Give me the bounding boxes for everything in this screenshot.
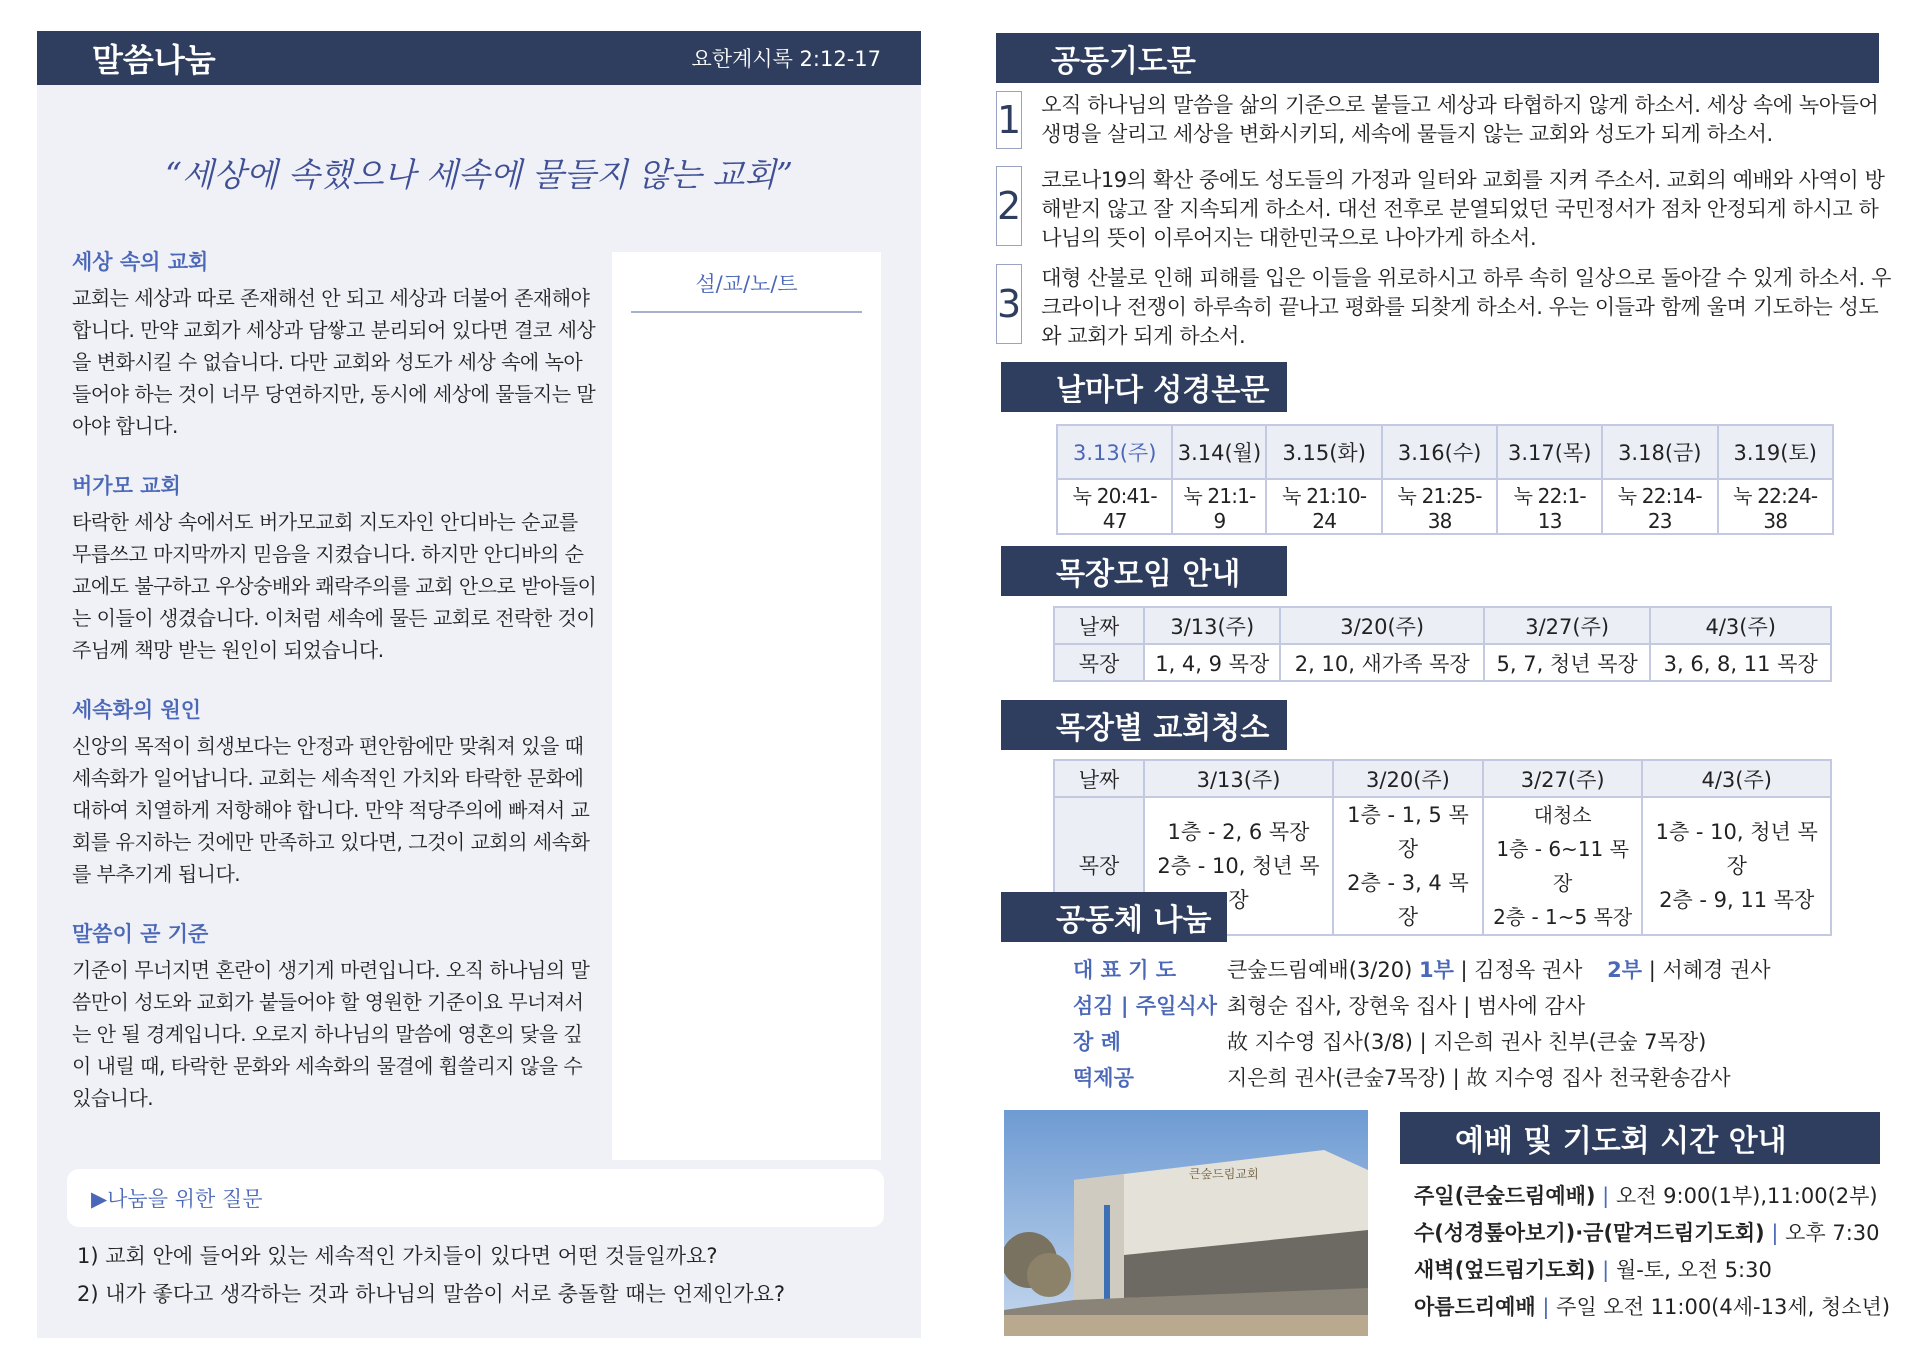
table-cell: 4/3(주): [1650, 607, 1831, 644]
table-cell: 5, 7, 청년 목장: [1484, 644, 1650, 681]
cleaning-line: 2층 - 1~5 목장: [1493, 905, 1633, 929]
cleaning-line: 1층 - 1, 5 목장: [1347, 803, 1469, 861]
section-text: 타락한 세상 속에서도 버가모교회 지도자인 안디바는 순교를 무릅쓰고 마지막까지 믿음을 지켰습니다. 하지만 안디바의 순교에도 불구하고 우상숭배와 쾌락주의를 교회 안으로 받아들이는 이들이 생겼습니다. 이처럼 세속에 물든 교회로 전락한 것이 주님께 책망 받는 원인이 되었습니다.: [72, 510, 597, 662]
prayer-number: 3: [996, 264, 1022, 344]
separator: |: [1602, 1184, 1610, 1208]
separator: |: [1771, 1221, 1779, 1245]
table-cell: 3/20(주): [1280, 607, 1483, 644]
table-row: [1054, 760, 1831, 797]
table-cell: 눅 21:1-9: [1172, 479, 1266, 534]
service-name: 아름드리예배: [1414, 1295, 1536, 1319]
service-times-title: 예배 및 기도회 시간 안내: [1400, 1112, 1880, 1164]
community-key: 대 표 기 도: [1073, 958, 1177, 982]
cleaning-title: 목장별 교회청소: [1001, 700, 1287, 750]
section-text: 기준이 무너지면 혼란이 생기게 마련입니다. 오직 하나님의 말씀만이 성도와 교회가 붙들어야 할 영원한 기준이요 무너져서는 안 될 경계입니다. 오로지 하나님의 말씀에 영혼의 닻을 깊이 내릴 때, 타락한 문화와 세속화의 물결에 휩쓸리지 않을 수 있습니다.: [72, 958, 590, 1110]
service-time: 월-토, 오전 5:30: [1615, 1258, 1772, 1282]
community-row: [1073, 952, 1771, 988]
section-heading: 세속화의 원인: [72, 698, 202, 722]
community-key: 장 례: [1073, 1030, 1121, 1054]
service-time: 오후 7:30: [1785, 1221, 1880, 1245]
table-cell: 눅 21:25-38: [1382, 479, 1497, 534]
cleaning-line: 1층 - 10, 청년 목장: [1655, 820, 1818, 878]
church-building-illustration: [1004, 1110, 1368, 1336]
question-item: 2) 내가 좋다고 생각하는 것과 하나님의 말씀이 서로 충돌할 때는 언제인가요?: [77, 1282, 786, 1306]
cleaning-line: 1층 - 6~11 목장: [1496, 837, 1629, 895]
community-value: 지은희 권사(큰숲7목장) | 故 지수영 집사 천국환송감사: [1227, 1066, 1731, 1090]
community-row: [1073, 1024, 1771, 1060]
table-row: [1057, 479, 1833, 534]
community-key: 섬김 | 주일식사: [1073, 994, 1218, 1018]
cleaning-line: 2층 - 10, 청년 목장: [1157, 854, 1320, 912]
value-part: | 서혜경 권사: [1648, 958, 1771, 982]
table-cell: 3/13(주): [1144, 607, 1280, 644]
table-cell: 눅 22:24-38: [1718, 479, 1834, 534]
table-cell: 3.13(주): [1057, 425, 1172, 479]
service-row: [1414, 1289, 1890, 1326]
sermon-section: [72, 470, 597, 666]
separator: |: [1602, 1258, 1610, 1282]
sermon-title: 말씀나눔: [92, 41, 216, 79]
table-cell: 3/27(주): [1484, 607, 1650, 644]
scripture-reference: 요한계시록 2:12-17: [691, 47, 881, 71]
service-name: 주일(큰숲드림예배): [1414, 1184, 1596, 1208]
sermon-panel: [37, 31, 921, 1338]
service-time: 오전 9:00(1부),11:00(2부): [1615, 1184, 1878, 1208]
table-cell: 3/20(주): [1333, 760, 1483, 797]
service-time: 주일 오전 11:00(4세-13세, 청소년): [1556, 1295, 1891, 1319]
table-cell: [1333, 797, 1483, 935]
table-cell: 눅 20:41-47: [1057, 479, 1172, 534]
value-part: 큰숲드림예배(3/20): [1227, 958, 1413, 982]
cell-meeting-table: [1053, 606, 1832, 682]
community-key: 떡제공: [1073, 1066, 1134, 1090]
table-cell: 3/27(주): [1483, 760, 1643, 797]
service-row: [1414, 1178, 1890, 1215]
table-cell: 목장: [1054, 644, 1144, 681]
section-text: 신앙의 목적이 희생보다는 안정과 편안함에만 맞춰져 있을 때 세속화가 일어납니다. 교회는 세속적인 가치와 타락한 문화에 대하여 치열하게 저항해야 합니다. 만약 적당주의에 빠져서 교회를 유지하는 것에만 만족하고 있다면, 그것이 교회의 세속화를 부추기게 됩니다.: [72, 734, 590, 886]
community-row: [1073, 1060, 1771, 1096]
table-cell: 3.15(화): [1266, 425, 1381, 479]
cell-meeting-title: 목장모임 안내: [1001, 546, 1287, 596]
prayer-item: [996, 264, 1896, 348]
sermon-note-box: [612, 252, 881, 1160]
community-title: 공동체 나눔: [1001, 892, 1227, 942]
section-heading: 세상 속의 교회: [72, 250, 209, 274]
prayer-text: 대형 산불로 인해 피해를 입은 이들을 위로하시고 하루 속히 일상으로 돌아갈 수 있게 하소서. 우크라이나 전쟁이 하루속히 끝나고 평화를 되찾게 하소서. 우는 이들과 함께 울며 기도하는 성도와 교회가 되게 하소서.: [1041, 266, 1891, 348]
community-value: [1227, 952, 1771, 988]
sermon-section: [72, 694, 597, 890]
prayer-number: 2: [996, 166, 1022, 246]
church-sign: 큰숲드림교회: [1189, 1167, 1259, 1181]
prayer-title: 공동기도문: [996, 33, 1879, 83]
question-item: 1) 교회 안에 들어와 있는 세속적인 가치들이 있다면 어떤 것들일까요?: [77, 1244, 718, 1268]
table-row: [1057, 425, 1833, 479]
service-name: 새벽(엎드림기도회): [1414, 1258, 1596, 1282]
community-row: [1073, 988, 1771, 1024]
table-cell: 3, 6, 8, 11 목장: [1650, 644, 1831, 681]
table-cell: 눅 22:1-13: [1497, 479, 1602, 534]
prayer-item: [996, 91, 1896, 149]
separator: |: [1542, 1295, 1550, 1319]
table-cell: [1642, 797, 1831, 935]
info-panel: [996, 0, 1920, 1357]
service-tag: 1부: [1418, 958, 1454, 982]
value-part: | 김정옥 권사: [1460, 958, 1583, 982]
community-value: 故 지수영 집사(3/8) | 지은희 권사 친부(큰숲 7목장): [1227, 1030, 1707, 1054]
discussion-questions-label: ▶나눔을 위한 질문: [67, 1169, 884, 1227]
service-row: [1414, 1252, 1890, 1289]
table-cell: 목장: [1054, 797, 1144, 935]
cleaning-line: 1층 - 2, 6 목장: [1167, 820, 1310, 844]
prayer-text: 오직 하나님의 말씀을 삶의 기준으로 붙들고 세상과 타협하지 않게 하소서. 세상 속에 녹아들어 생명을 살리고 세상을 변화시키되, 세속에 물들지 않는 교회와 성도가 되게 하소서.: [1041, 93, 1879, 146]
section-heading: 버가모 교회: [72, 474, 181, 498]
table-cell: 3.19(토): [1718, 425, 1834, 479]
cleaning-line: 대청소: [1533, 803, 1592, 827]
section-heading: 말씀이 곧 기준: [72, 922, 209, 946]
section-text: 교회는 세상과 따로 존재해선 안 되고 세상과 더불어 존재해야 합니다. 만약 교회가 세상과 담쌓고 분리되어 있다면 결코 세상을 변화시킬 수 없습니다. 다만 교회와 성도가 세상 속에 녹아들어야 하는 것이 너무 당연하지만, 동시에 세상에 물들지는 말아야 합니다.: [72, 286, 596, 438]
table-cell: 4/3(주): [1642, 760, 1831, 797]
community-list: [1073, 952, 1771, 1096]
service-times-list: [1414, 1178, 1890, 1326]
church-building-photo: [1004, 1110, 1368, 1336]
table-cell: 눅 22:14-23: [1602, 479, 1717, 534]
table-cell: 3.16(수): [1382, 425, 1497, 479]
service-tag: 2부: [1607, 958, 1642, 982]
prayer-number: 1: [996, 91, 1022, 149]
table-cell: 1, 4, 9 목장: [1144, 644, 1280, 681]
sermon-header: [37, 31, 921, 85]
table-cell: 눅 21:10-24: [1266, 479, 1381, 534]
table-cell: 날짜: [1054, 607, 1144, 644]
table-row: [1054, 607, 1831, 644]
sermon-section: [72, 918, 597, 1114]
table-cell: 3/13(주): [1144, 760, 1333, 797]
table-row: [1054, 644, 1831, 681]
note-divider: [631, 311, 862, 313]
table-cell: 3.14(월): [1172, 425, 1266, 479]
table-cell: 3.18(금): [1602, 425, 1717, 479]
sermon-body: [72, 246, 597, 1142]
cleaning-line: 2층 - 9, 11 목장: [1659, 888, 1815, 912]
bible-reading-title: 날마다 성경본문: [1001, 362, 1287, 412]
sermon-section: [72, 246, 597, 442]
table-cell: 날짜: [1054, 760, 1144, 797]
prayer-text: 코로나19의 확산 중에도 성도들의 가정과 일터와 교회를 지켜 주소서. 교회의 예배와 사역이 방해받지 않고 잘 지속되게 하소서. 대선 전후로 분열되었던 국민정서가 점차 안정되게 하시고 하나님의 뜻이 이루어지는 대한민국으로 나아가게 하소서.: [1041, 168, 1885, 250]
service-name: 수(성경톺아보기)·금(맡겨드림기도회): [1414, 1221, 1765, 1245]
sermon-quote: “세상에 속했으나 세속에 물들지 않는 교회”: [164, 155, 794, 194]
cleaning-line: 2층 - 3, 4 목장: [1347, 871, 1469, 929]
sermon-note-label: 설/교/노/트: [695, 272, 798, 296]
table-cell: 3.17(목): [1497, 425, 1602, 479]
table-cell: 2, 10, 새가족 목장: [1280, 644, 1483, 681]
table-cell: [1483, 797, 1643, 935]
service-row: [1414, 1215, 1890, 1252]
prayer-item: [996, 166, 1896, 250]
community-value: 최형순 집사, 장현욱 집사 | 범사에 감사: [1227, 994, 1586, 1018]
bible-reading-table: [1056, 424, 1834, 535]
discussion-questions: [77, 1237, 785, 1313]
